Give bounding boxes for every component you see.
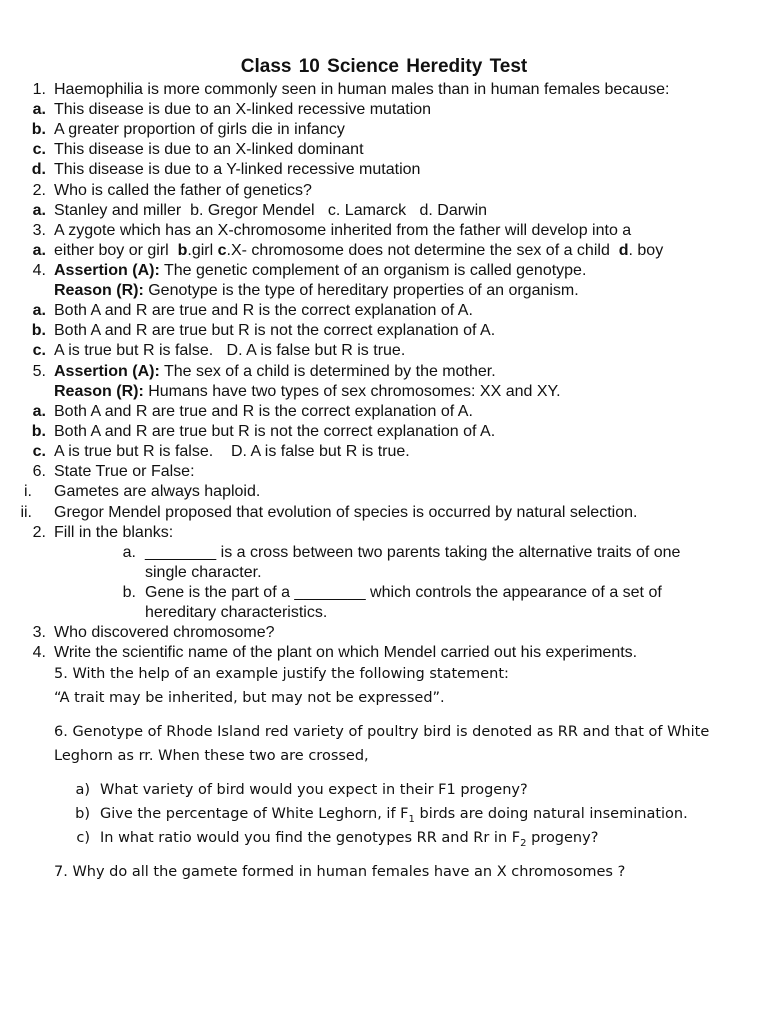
worksheet-page: Class 10 Science Heredity Test 1. Haemophilia is more commonly seen in human males than in human females because: a. This disease is due to an X-linked recessive mutation b. A greater proportion of girls die in infancy c. This disease is due to an X-linked dominant d. This disease is due to a Y-linked recessive mutation 2. Who is called the father of genetics? a. Stanley and miller b. Gregor Mendel c. Lamarck d. Darwin 3. A zygote which has an X-chromosome inherited from the father will develop into a a. either boy or girl b.girl c.X- chromosome does not determine the sex of a child d. boy 4. Assertion (A): The genetic complement of an organism is called genotype. Reason (R): Genotype is the type of hereditary properties of an organism. a. Both A and R are true and R is the correct explanation of A. b. Both A and R are true but R is not the correct explanation of A. c. A is true but R is false. D. A is false but R is true. 5. Assertion (A): The sex of a child is determined by the mother. Reason (R): Humans have two types of sex chromosomes: XX and XY. a. Both A and R are true and R is the correct explanation of A. b. Both A and R are true but R is not the correct explanation of A. c. A is true but R is false. D. A is false but R is true. 6. State True or False: i. Gametes are always haploid. ii. Gregor Mendel proposed that evolution of species is occurred by natural selection. 2. Fill in the blanks: a. ________ is a cross between two parents taking the alternative traits of one single character. b. Gene is the part of a ________ which controls the appearance of a set of hereditary characteristics. 3. Who discovered chromosome? 4. Write the scientific name of the plant on which Mendel carried out his experiments. 5. With the help of an example justify the following statement: “A trait may be inherited, but may not be expressed”. 6. Genotype of Rhode Island red variety of poultry bird is denoted as RR and that of White Leghorn as rr. When these two are crossed, a) What variety of bird would you expect in their F1 progeny? b) Give the percentage of White Leghorn, if $F_1$ birds are doing natural insemination. c) In what ratio would you find the genotypes RR and Rr in $F_2$ progeny? 7. Why do all the gamete formed in human females have an X chromosomes ? xyxy=(0,0,768,1024)
page-title: Class 10 Science Heredity Test xyxy=(240,56,528,77)
question-number: 1. xyxy=(32,81,46,98)
question-text: Haemophilia is more commonly seen in human males than in human females because: xyxy=(54,81,670,98)
